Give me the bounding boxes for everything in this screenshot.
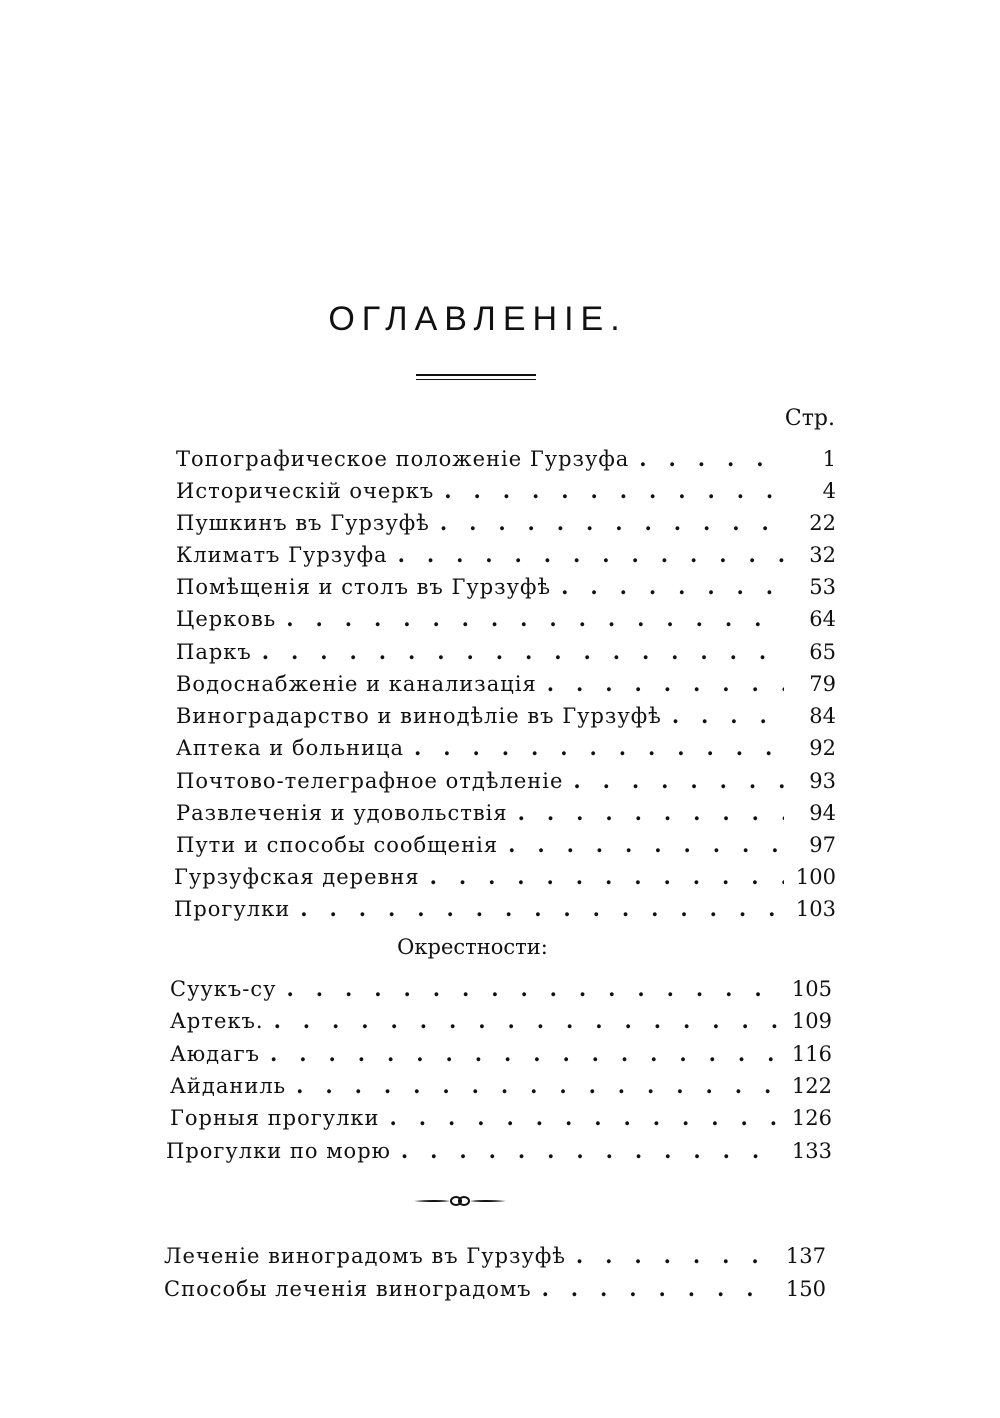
dot-leader [563, 766, 784, 796]
toc-entry [176, 733, 836, 763]
toc-entry [176, 540, 836, 570]
toc-entry-label: Почтово-телеграфное отдѣленiе [176, 769, 564, 793]
toc-entry-label: Прогулки [174, 897, 291, 921]
toc-entry-label: Церковь [176, 607, 277, 631]
dot-leader [404, 733, 784, 763]
toc-entry-page: 94 [809, 801, 836, 825]
title-rule-thick [416, 374, 536, 376]
dot-leader [380, 1103, 780, 1133]
toc-entry-label: Развлеченiя и удовольствiя [176, 801, 508, 825]
toc-entry-page: 150 [785, 1277, 826, 1301]
toc-entry-label: Горныя прогулки [170, 1106, 380, 1130]
toc-entry-label: Суукъ-су [170, 977, 277, 1001]
dot-leader [537, 669, 784, 699]
dot-leader [276, 604, 784, 634]
dot-leader [430, 508, 784, 538]
toc-entry [176, 701, 836, 731]
toc-entry-page: 103 [795, 897, 836, 921]
toc-entry [170, 1103, 832, 1133]
dot-leader [551, 572, 784, 602]
title-double-rule [416, 374, 536, 381]
toc-entry-page: 92 [809, 736, 836, 760]
toc-entry-page: 105 [791, 977, 832, 1001]
toc-entry [176, 669, 836, 699]
toc-entry-label: Айданиль [170, 1074, 287, 1098]
toc-entry [170, 974, 832, 1004]
toc-entry-page: 22 [809, 511, 836, 535]
dot-leader [391, 1136, 780, 1166]
toc-entry-label: Историческiй очеркъ [176, 479, 435, 503]
toc-entry-page: 1 [822, 447, 836, 471]
toc-entry [176, 830, 836, 860]
toc-entry [174, 894, 836, 924]
toc-entry [176, 508, 836, 538]
dot-leader [290, 894, 784, 924]
toc-entry-page: 53 [809, 575, 836, 599]
toc-entry [170, 1039, 832, 1069]
toc-entry-label: Пушкинъ въ Гурзуфѣ [176, 511, 430, 535]
toc-entry [166, 1136, 832, 1166]
toc-entry [164, 1274, 826, 1304]
toc-entry-label: Прогулки по морю [166, 1139, 391, 1163]
dot-leader [252, 637, 784, 667]
fleuron-divider-icon [412, 1193, 508, 1209]
toc-entry [164, 1241, 826, 1271]
dot-leader [566, 1241, 774, 1271]
toc-entry-page: 79 [809, 672, 836, 696]
toc-entry-page: 65 [809, 640, 836, 664]
toc-entry-label: Помѣщенiя и столъ въ Гурзуфѣ [176, 575, 552, 599]
toc-entry-page: 64 [809, 607, 836, 631]
toc-entry-label: Паркъ [176, 640, 252, 664]
toc-entry [176, 476, 836, 506]
toc-entry-page: 126 [791, 1106, 832, 1130]
toc-entry-page: 100 [795, 865, 836, 889]
toc-entry-page: 116 [791, 1042, 832, 1066]
title-rule-thin [416, 379, 536, 380]
toc-entry [176, 604, 836, 634]
dot-leader [498, 830, 784, 860]
toc-entry-label: Виноградарство и винодѣлiе въ Гурзуфѣ [176, 704, 662, 728]
toc-entry-page: 137 [785, 1244, 826, 1268]
page-column-header: Стр. [784, 406, 835, 431]
toc-entry [176, 572, 836, 602]
dot-leader [388, 540, 784, 570]
dot-leader [286, 1071, 780, 1101]
toc-entry [176, 444, 836, 474]
toc-entry-label: Аптека и больница [176, 736, 405, 760]
toc-entry-label: Топографическое положенiе Гурзуфа [176, 447, 630, 471]
toc-entry-label: Водоснабженiе и канализацiя [176, 672, 537, 696]
toc-entry-label: Способы леченiя виноградомъ [164, 1277, 532, 1301]
toc-entry-label: Пути и способы сообщенiя [176, 833, 499, 857]
toc-entry-page: 84 [809, 704, 836, 728]
toc-entry [176, 766, 836, 796]
toc-entry-label: Гурзуфская деревня [174, 865, 420, 889]
dot-leader [276, 974, 780, 1004]
toc-entry-label: Артекъ. [170, 1009, 264, 1033]
toc-entry [174, 862, 836, 892]
toc-entry-page: 109 [791, 1009, 832, 1033]
dot-leader [532, 1274, 774, 1304]
dot-leader [434, 476, 784, 506]
page-title: ОГЛАВЛЕНIЕ. [328, 300, 627, 338]
toc-entry-label: Аюдагъ [170, 1042, 260, 1066]
toc-entry-page: 4 [822, 479, 836, 503]
toc-entry-page: 93 [809, 769, 836, 793]
dot-leader [260, 1039, 780, 1069]
toc-entry [176, 637, 836, 667]
dot-leader [508, 798, 784, 828]
toc-entry-page: 97 [809, 833, 836, 857]
toc-entry-label: Климатъ Гурзуфа [176, 543, 388, 567]
toc-entry-label: Леченiе виноградомъ въ Гурзуфѣ [164, 1244, 566, 1268]
toc-entry-page: 122 [791, 1074, 832, 1098]
toc-entry [170, 1071, 832, 1101]
toc-entry-page: 32 [809, 543, 836, 567]
dot-leader [662, 701, 784, 731]
surroundings-heading: Окрестности: [397, 935, 548, 959]
dot-leader [264, 1006, 780, 1036]
toc-entry-page: 133 [791, 1139, 832, 1163]
dot-leader [629, 444, 784, 474]
toc-entry [176, 798, 836, 828]
dot-leader [420, 862, 784, 892]
toc-entry [170, 1006, 832, 1036]
